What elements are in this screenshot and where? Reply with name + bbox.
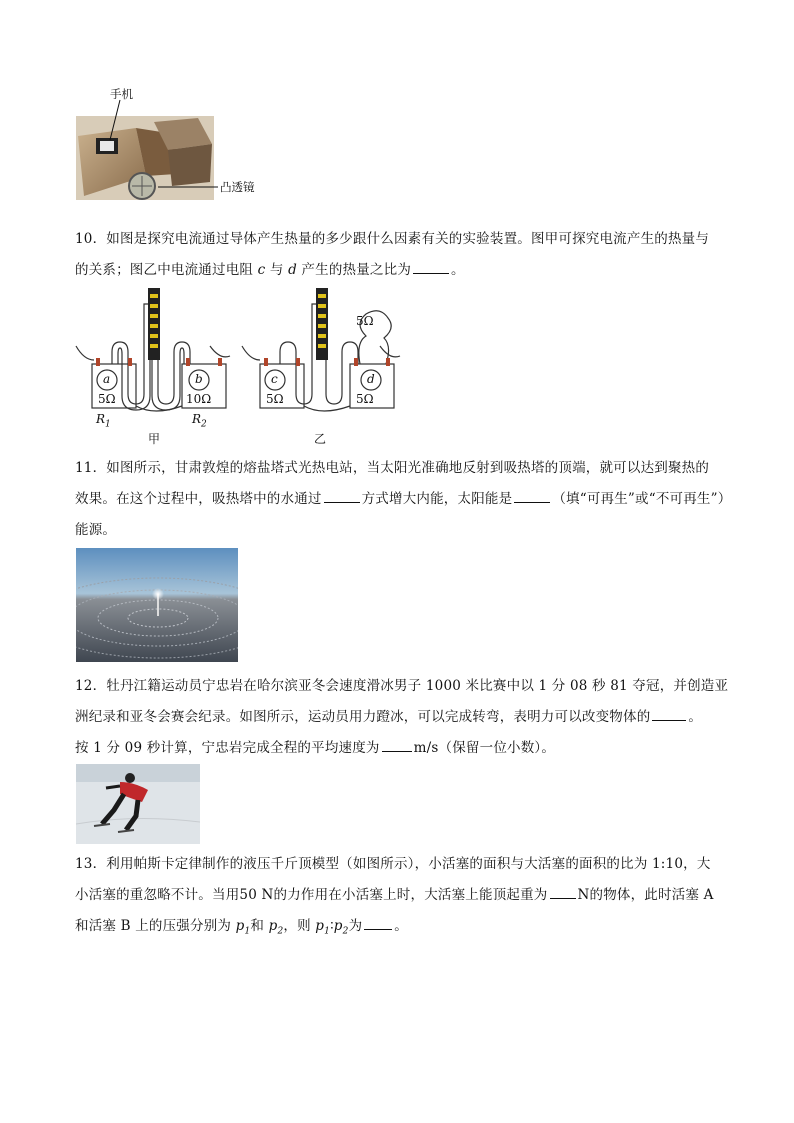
- r2-label: [192, 412, 207, 429]
- q12-line1: 12．牡丹江籍运动员宁忠岩在哈尔滨亚冬会速度滑冰男子 1000 米比赛中以 1 分 08 秒 81 夺冠，并创造亚: [75, 678, 729, 694]
- q10-yu: 与: [269, 262, 284, 278]
- resistance-external: 5Ω: [356, 314, 374, 328]
- q12-line2-end: 。: [688, 709, 703, 725]
- solar-power-station-photo: [76, 548, 238, 662]
- q11-blank-1[interactable]: [324, 490, 360, 503]
- resistor-label-d: d: [367, 372, 375, 386]
- r2-subscript: 2: [201, 419, 207, 430]
- q10-line2-text-a: 的关系；图乙中电流通过电阻: [75, 262, 254, 278]
- q13-ratio-p1-sub: 1: [324, 926, 331, 937]
- q13-ratio-p2-letter: p: [333, 918, 343, 934]
- r1-letter: R: [96, 412, 106, 426]
- q11-line3: 能源。: [75, 522, 117, 538]
- resistor-label-b: b: [195, 372, 203, 386]
- q13-line3-text-c: 为: [348, 918, 363, 934]
- q10-circuit-figure: [74, 284, 414, 452]
- q10-line2: [75, 261, 465, 279]
- resistance-d: 5Ω: [356, 392, 374, 406]
- q13-line3: [75, 917, 408, 941]
- q13-ratio-p2: [333, 918, 349, 937]
- q11-line2: [75, 490, 731, 508]
- q13-line2-text-a: 小活塞的重忽略不计。当用: [75, 887, 240, 903]
- q11-line2-text-c: （填“可再生”或“不可再生”）: [552, 491, 732, 507]
- resistor-label-a: a: [103, 372, 111, 386]
- q11-line2-text-a: 效果。在这个过程中，吸热塔中的水通过: [75, 491, 322, 507]
- q13-p2: [268, 918, 284, 937]
- q12-line2: [75, 708, 702, 726]
- r2-letter: R: [192, 412, 202, 426]
- q12-blank-2[interactable]: [382, 739, 412, 752]
- resistor-label-c: c: [271, 372, 278, 386]
- speed-skater-photo: [76, 764, 200, 844]
- q12-line2-text-a: 洲纪录和亚冬会赛会纪录。如图所示，运动员用力蹬冰，可以完成转弯，表明力可以改变物体的: [75, 709, 651, 725]
- q13-line2-text-c: N的物体，此时活塞 A: [577, 887, 714, 903]
- q10-line1: 10．如图是探究电流通过导体产生热量的多少跟什么因素有关的实验装置。图甲可探究电流产生的热量与: [75, 231, 710, 247]
- q13-blank-1[interactable]: [550, 886, 576, 899]
- figure-jia-caption: 甲: [148, 432, 161, 446]
- q11-line1: 11．如图所示，甘肃敦煌的熔盐塔式光热电站，当太阳光准确地反射到吸热塔的顶端，就可以达到聚热的: [75, 460, 710, 476]
- q10-line2-text-b: 产生的热量之比为: [301, 262, 412, 278]
- q11-line2-text-b: 方式增大内能，太阳能是: [361, 491, 513, 507]
- q13-line3-end: 。: [394, 918, 408, 934]
- q13-line2: [75, 886, 714, 904]
- q13-he: 和: [250, 918, 265, 934]
- lens-label: 凸透镜: [220, 180, 255, 194]
- q12-line3: [75, 739, 555, 757]
- q10-line2-end: 。: [451, 262, 465, 278]
- q11-blank-2[interactable]: [514, 490, 550, 503]
- q12-line3-text-a: 按 1 分 09 秒计算，宁忠岩完成全程的平均速度为: [75, 740, 380, 756]
- q13-p1: [235, 918, 251, 937]
- q10-circuit-drawing: [74, 284, 414, 452]
- q13-p2-letter: p: [268, 918, 278, 934]
- phone-box-figure: [76, 84, 276, 204]
- resistance-a: 5Ω: [98, 392, 116, 406]
- resistance-b: 10Ω: [186, 392, 212, 406]
- q13-p1-letter: p: [235, 918, 245, 934]
- phone-label: 手机: [110, 87, 133, 101]
- q13-ratio-p1: [315, 918, 331, 937]
- q13-line1: 13．利用帕斯卡定律制作的液压千斤顶模型（如图所示），小活塞的面积与大活塞的面积的比为 1:10，大: [75, 856, 711, 872]
- resistance-c: 5Ω: [266, 392, 284, 406]
- q13-ratio-p2-sub: 2: [342, 926, 349, 937]
- q13-p1-sub: 1: [244, 926, 251, 937]
- q13-line3-text-b: ，则: [283, 918, 311, 934]
- q13-line3-text-a: 和活塞 B 上的压强分别为: [75, 918, 232, 934]
- figure-yi-caption: 乙: [314, 432, 327, 446]
- q10-var-c: c: [257, 262, 266, 278]
- q13-line2-text-b: 的力作用在小活塞上时，大活塞上能顶起重为: [273, 887, 548, 903]
- r1-subscript: 1: [105, 419, 111, 430]
- r1-label: [96, 412, 111, 429]
- q10-answer-blank[interactable]: [413, 261, 449, 274]
- q13-ratio-colon: ∶: [330, 918, 334, 934]
- q12-blank-1[interactable]: [652, 708, 686, 721]
- q13-force-value: 50 N: [239, 887, 274, 903]
- q13-blank-2[interactable]: [364, 917, 392, 930]
- q12-line3-text-b: m/s（保留一位小数）。: [413, 740, 556, 756]
- q10-var-d: d: [288, 262, 297, 278]
- q13-ratio-p1-letter: p: [315, 918, 325, 934]
- q13-p2-sub: 2: [277, 926, 284, 937]
